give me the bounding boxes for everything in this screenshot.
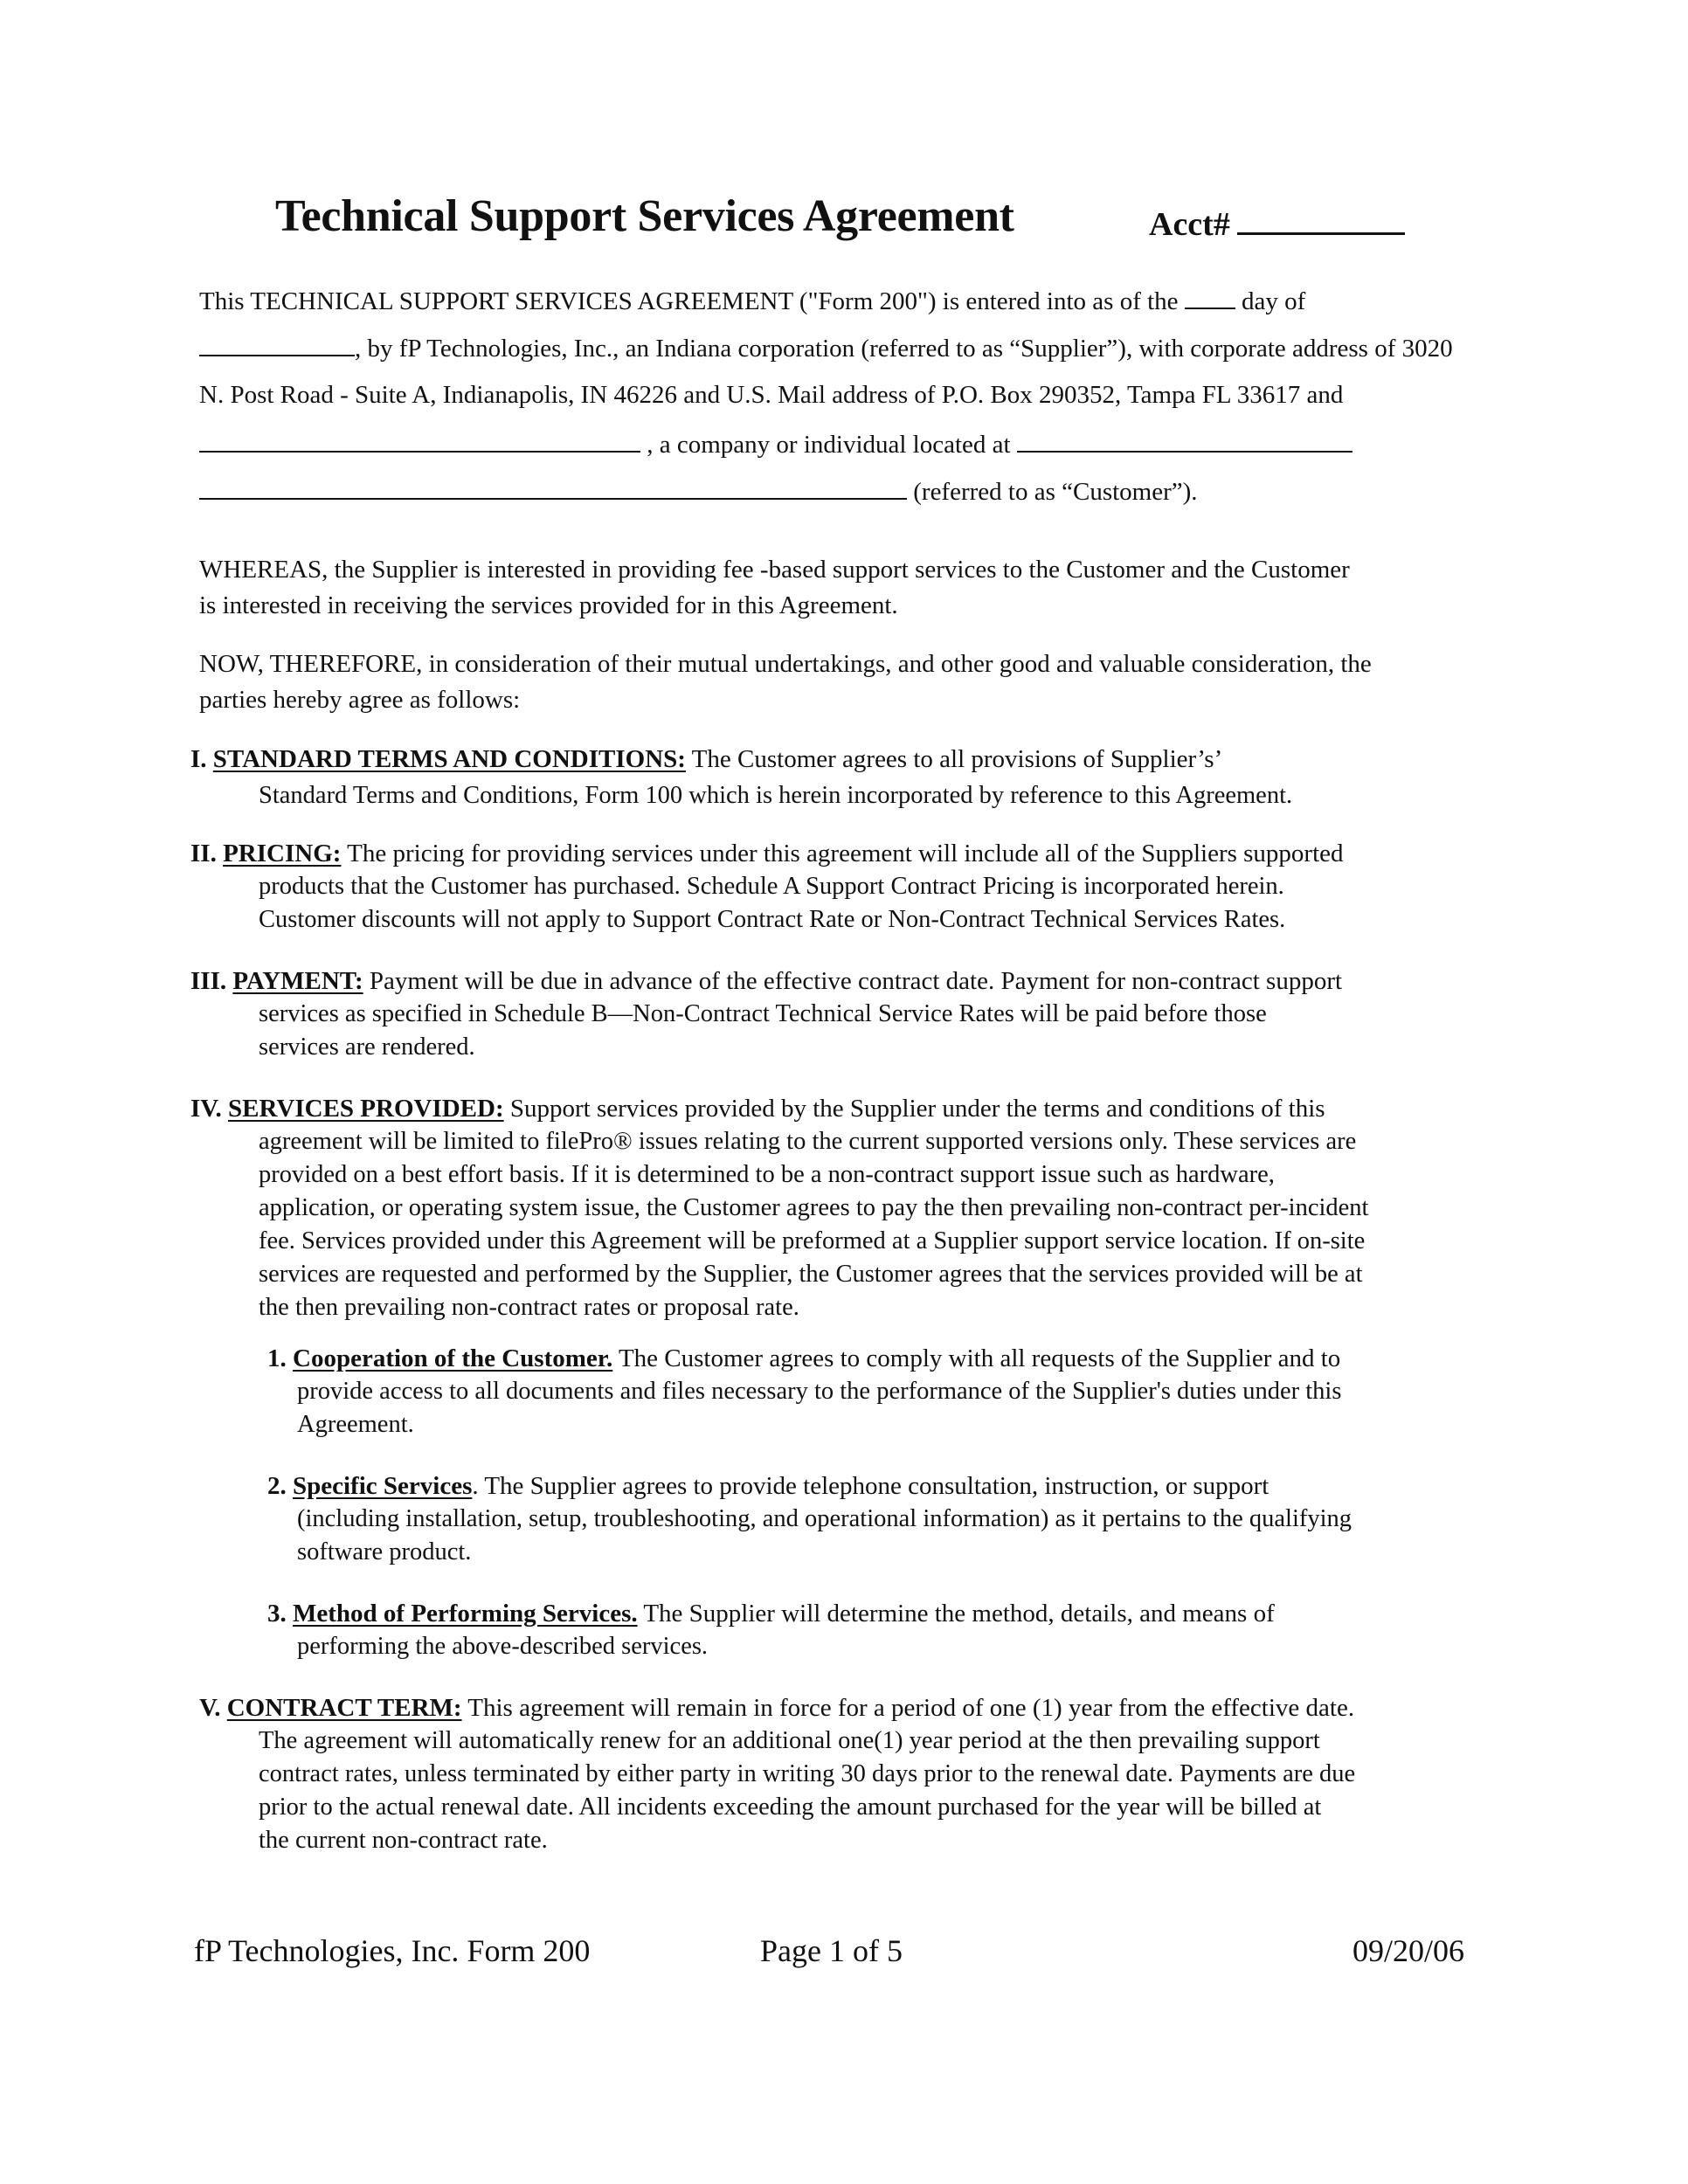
month-blank — [199, 334, 355, 356]
footer-date: 09/20/06 — [1352, 1933, 1465, 1968]
section-line: Standard Terms and Conditions, Form 100 which is herein incorporated by reference to this Agreement. — [259, 782, 1293, 809]
customer-location-blank — [1017, 430, 1352, 453]
customer-address-blank — [199, 477, 907, 500]
section-heading: SERVICES PROVIDED: — [228, 1095, 504, 1123]
subitem-heading: Method of Performing Services. — [293, 1600, 638, 1628]
subitem-line: provide access to all documents and files necessary to the performance of the Supplier's duties under this — [297, 1378, 1342, 1405]
subitem-1-heading-line — [267, 1342, 1340, 1375]
section-text: The Customer agrees to all provisions of Supplier’s’ — [685, 745, 1223, 773]
section-line: application, or operating system issue, the Customer agrees to pay the then prevailing non-contract per-incident — [259, 1194, 1369, 1221]
section-line: contract rates, unless terminated by either party in writing 30 days prior to the renewal date. Payments are due — [259, 1760, 1356, 1787]
section-number: IV. — [190, 1095, 222, 1123]
section-line: products that the Customer has purchased. Schedule A Support Contract Pricing is incorporated herein. — [259, 873, 1284, 900]
customer-name-blank — [199, 430, 640, 453]
acct-blank-line — [1237, 203, 1405, 235]
section-line: the then prevailing non-contract rates or proposal rate. — [259, 1294, 799, 1321]
section-number: I. — [190, 745, 207, 773]
intro-line-4 — [199, 430, 1352, 460]
section-line: The agreement will automatically renew for an additional one(1) year period at the then prevailing support — [259, 1727, 1320, 1754]
section-3-body — [259, 998, 1267, 1064]
subitem-3-body — [297, 1630, 708, 1663]
section-heading: CONTRACT TERM: — [226, 1694, 462, 1722]
subitem-text: . The Supplier agrees to provide telephone consultation, instruction, or support — [472, 1472, 1269, 1500]
intro-text: This TECHNICAL SUPPORT SERVICES AGREEMENT ("Form 200") is entered into as of the — [199, 287, 1179, 315]
subitem-1-body — [297, 1375, 1341, 1441]
intro-line-2 — [199, 334, 1453, 363]
subitem-number: 2. — [267, 1472, 287, 1500]
account-number-field — [1149, 203, 1405, 244]
section-4-heading-line — [190, 1092, 1325, 1125]
whereas-paragraph — [199, 552, 1350, 624]
document-title: Technical Support Services Agreement — [275, 191, 1014, 241]
now-therefore-paragraph — [199, 646, 1372, 718]
intro-line-5 — [199, 477, 1198, 507]
subitem-heading: Cooperation of the Customer. — [293, 1344, 613, 1372]
section-4-body — [259, 1125, 1368, 1324]
now-therefore-line: parties hereby agree as follows: — [199, 686, 521, 714]
intro-text: (referred to as “Customer”). — [913, 478, 1198, 506]
section-line: services as specified in Schedule B—Non-Contract Technical Service Rates will be paid before those — [259, 1000, 1267, 1027]
section-number: V. — [199, 1694, 221, 1722]
intro-line-3: N. Post Road - Suite A, Indianapolis, IN 46226 and U.S. Mail address of P.O. Box 290352, Tampa FL 33617 and — [199, 381, 1344, 409]
subitem-text: The Customer agrees to comply with all requests of the Supplier and to — [612, 1344, 1341, 1372]
subitem-3-heading-line — [267, 1597, 1275, 1630]
section-text: Payment will be due in advance of the effective contract date. Payment for non-contract support — [363, 967, 1343, 995]
section-5-body — [259, 1724, 1355, 1857]
subitem-line: (including installation, setup, troubleshooting, and operational information) as it pertains to the qualifying — [297, 1505, 1352, 1532]
section-line: fee. Services provided under this Agreement will be preformed at a Supplier support service location. If on-site — [259, 1227, 1366, 1254]
subitem-text: The Supplier will determine the method, details, and means of — [637, 1600, 1275, 1628]
subitem-heading: Specific Services — [293, 1472, 473, 1500]
intro-text: day of — [1242, 287, 1306, 315]
section-number: III. — [190, 967, 227, 995]
section-3-heading-line — [190, 964, 1342, 998]
acct-label: Acct# — [1149, 206, 1230, 243]
section-heading: PAYMENT: — [232, 967, 363, 995]
section-2-body — [259, 870, 1285, 936]
section-line: prior to the actual renewal date. All incidents exceeding the amount purchased for the year will be billed at — [259, 1794, 1322, 1821]
section-1-body — [259, 779, 1292, 812]
section-line: Customer discounts will not apply to Support Contract Rate or Non-Contract Technical Services Rates. — [259, 906, 1286, 933]
subitem-number: 3. — [267, 1600, 287, 1628]
footer-company: fP Technologies, Inc. Form 200 — [194, 1933, 591, 1968]
subitem-number: 1. — [267, 1344, 287, 1372]
whereas-line: WHEREAS, the Supplier is interested in providing fee -based support services to the Customer and the Customer — [199, 556, 1350, 584]
intro-text: , a company or individual located at — [647, 431, 1011, 459]
section-text: The pricing for providing services under this agreement will include all of the Suppliers supported — [341, 840, 1344, 867]
subitem-2-heading-line — [267, 1469, 1269, 1503]
section-line: agreement will be limited to filePro® issues relating to the current supported versions only. These services are — [259, 1128, 1357, 1155]
section-5-heading-line — [199, 1691, 1354, 1724]
intro-line-1 — [199, 287, 1305, 316]
section-line: provided on a best effort basis. If it is determined to be a non-contract support issue such as hardware, — [259, 1161, 1275, 1188]
section-line: services are requested and performed by the Supplier, the Customer agrees that the services provided will be at — [259, 1261, 1363, 1288]
section-2-heading-line — [190, 837, 1344, 870]
subitem-line: performing the above-described services. — [297, 1633, 709, 1660]
whereas-line: is interested in receiving the services provided for in this Agreement. — [199, 591, 898, 619]
section-line: services are rendered. — [259, 1033, 475, 1061]
section-1-heading-line — [190, 743, 1222, 776]
section-text: Support services provided by the Supplier under the terms and conditions of this — [503, 1095, 1325, 1123]
section-number: II. — [190, 840, 217, 867]
section-text: This agreement will remain in force for a period of one (1) year from the effective date. — [461, 1694, 1355, 1722]
intro-text: , by fP Technologies, Inc., an Indiana corporation (referred to as “Supplier”), with corporate address of 3020 — [355, 335, 1453, 363]
subitem-line: software product. — [297, 1538, 472, 1565]
subitem-2-body — [297, 1503, 1352, 1569]
now-therefore-line: NOW, THEREFORE, in consideration of their mutual undertakings, and other good and valuable consideration, the — [199, 650, 1372, 678]
section-heading: PRICING: — [223, 840, 342, 867]
day-blank — [1185, 287, 1235, 309]
footer-page-number: Page 1 of 5 — [760, 1933, 903, 1968]
subitem-line: Agreement. — [297, 1411, 414, 1438]
section-line: the current non-contract rate. — [259, 1827, 548, 1854]
section-heading: STANDARD TERMS AND CONDITIONS: — [212, 745, 686, 773]
